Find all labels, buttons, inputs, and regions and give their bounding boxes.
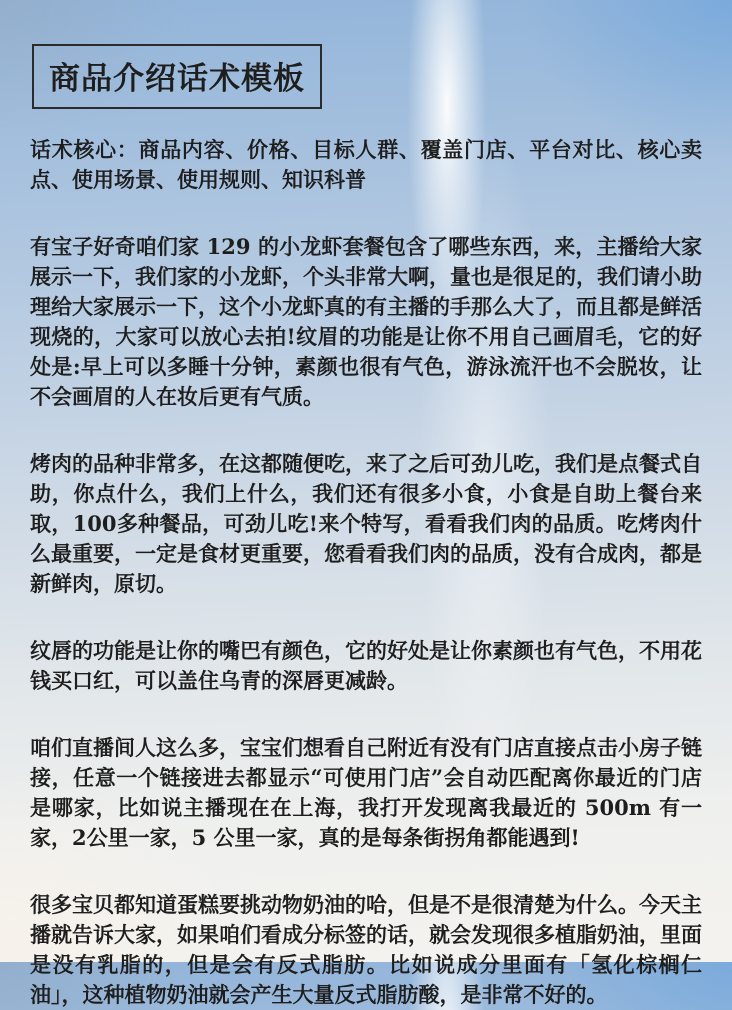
paragraph-bbq-buffet: 烤肉的品种非常多，在这都随便吃，来了之后可劲儿吃，我们是点餐式自助，你点什么，我们上什么，我们还有很多小食，小食是自助上餐台来取，100多种餐品，可劲儿吃!来个特写，看看我们肉的品质。吃烤肉什么最重要，一定是食材更重要，您看看我们肉的品质，没有合成肉，都是新鲜肉，原切。 <box>30 451 702 596</box>
page-title: 商品介绍话术模板 <box>49 61 305 97</box>
paragraph-crayfish-set: 有宝子好奇咱们家 129 的小龙虾套餐包含了哪些东西，来，主播给大家展示一下，我们家的小龙虾，个头非常大啊，量也是很足的，我们请小助理给大家展示一下，这个小龙虾真的有主播的手那么大了，而且都是鲜活现烧的，大家可以放心去拍!纹眉的功能是让你不用自己画眉毛，它的好处是:早上可以多睡十分钟，素颜也很有气色，游泳流汗也不会脱妆，让不会画眉的人在妆后更有气质。 <box>30 234 702 409</box>
script-content <box>30 135 702 1010</box>
paragraph-lip-tattoo: 纹唇的功能是让你的嘴巴有颜色，它的好处是让你素颜也有气色，不用花钱买口红，可以盖住乌青的深唇更减龄。 <box>30 638 702 693</box>
title-box <box>32 44 322 109</box>
paragraph-store-locator: 咱们直播间人这么多，宝宝们想看自己附近有没有门店直接点击小房子链接，任意一个链接进去都显示“可使用门店”会自动匹配离你最近的门店是哪家，比如说主播现在在上海，我打开发现离我最近的 500m 有一家，2公里一家，5 公里一家，真的是每条街拐角都能遇到! <box>30 735 702 850</box>
paragraph-script-core: 话术核心：商品内容、价格、目标人群、覆盖门店、平台对比、核心卖点、使用场景、使用规则、知识科普 <box>30 137 702 192</box>
paragraph-cream-science: 很多宝贝都知道蛋糕要挑动物奶油的哈，但是不是很清楚为什么。今天主播就告诉大家，如果咱们看成分标签的话，就会发现很多植脂奶油，里面是没有乳脂的，但是会有反式脂肪。比如说成分里面有「氢化棕榈仁油」，这种植物奶油就会产生大量反式脂肪酸，是非常不好的。 <box>30 892 702 1007</box>
